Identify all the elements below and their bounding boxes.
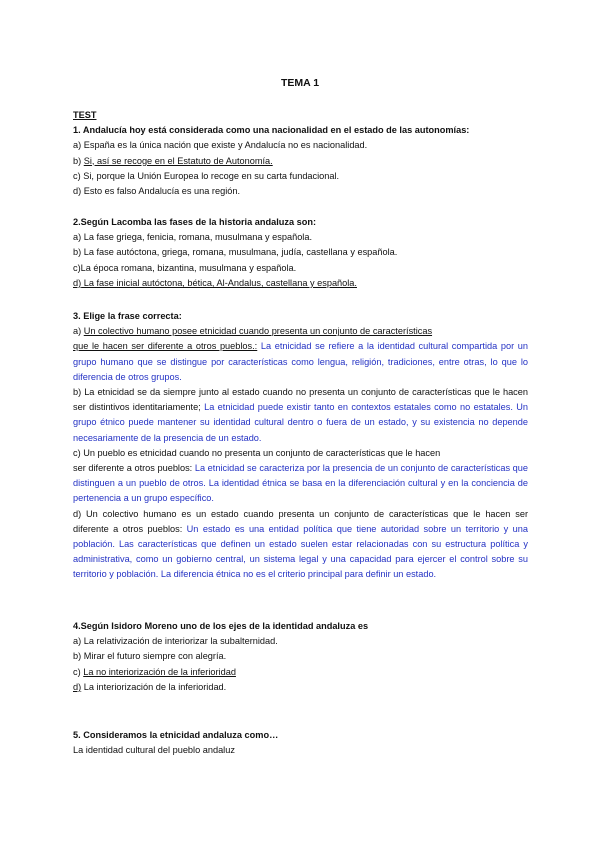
q2-option-d-answer: La fase inicial autóctona, bética, Al-Andalus, castellana y española. [81, 277, 357, 288]
q3-option-a-prefix: a) [73, 326, 84, 337]
q4-option-d [73, 680, 528, 695]
q4-option-d-text: La interiorización de la inferioridad. [81, 681, 227, 692]
q3-option-a-rest [73, 339, 528, 385]
q3-option-b-explanation: La etnicidad puede existir tanto en contextos estatales como no estatales. Un grupo étnico puede mantener su identidad cultural dentro o fuera de un estado, y su existencia no depende necesariamente de la presencia de un estado. [73, 402, 528, 443]
q1-option-d: d) Esto es falso Andalucía es una región. [73, 186, 241, 197]
q3-option-a-answer-line1: Un colectivo humano posee etnicidad cuando presenta un conjunto de características [83, 326, 433, 337]
q1-option-b-prefix: b) [73, 155, 84, 166]
question-5-ellipsis: … [269, 730, 279, 740]
q2-option-c: c)La época romana, bizantina, musulmana y española. [73, 262, 297, 273]
q1-option-b [73, 154, 528, 169]
test-heading: TEST [73, 110, 97, 120]
question-1-block [73, 108, 528, 199]
q2-option-b: b) La fase autóctona, griega, romana, musulmana, judía, castellana y española. [73, 247, 398, 258]
q5-answer: La identidad cultural del pueblo andaluz [73, 745, 235, 756]
q3-option-b-text: b) La etnicidad se da siempre junto al estado cuando no presenta un conjunto de características que le hacen ser distintivos identitariamente; [73, 387, 528, 413]
q3-option-d-text: d) Un colectivo humano es un estado cuando presenta un conjunto de características que le hacen ser diferente a otros pueblos: [73, 508, 528, 534]
q4-option-c [73, 665, 528, 680]
q3-option-c-rest [73, 461, 528, 507]
q4-option-c-answer: La no interiorización de la inferioridad [83, 666, 236, 677]
question-3: 3. Elige la frase correcta: [73, 311, 182, 321]
q3-option-c-explanation: La etnicidad se caracteriza por la presencia de un conjunto de características que distinguen a un pueblo de otros. La identidad étnica se basa en la diferenciación cultural y en la conciencia de pertenencia a un grupo específico. [73, 463, 529, 504]
q2-option-d-prefix: d) [73, 277, 82, 288]
q3-option-c-text: ser diferente a otros pueblos: [73, 463, 193, 474]
question-1: 1. Andalucía hoy está considerada como una nacionalidad en el estado de las autonomías: [73, 125, 470, 136]
question-5-text: 5. Consideramos la etnicidad andaluza como [73, 730, 270, 740]
q2-option-a: a) La fase griega, fenicia, romana, musulmana y española. [73, 232, 313, 243]
q4-option-a: a) La relativización de interiorizar la subalternidad. [73, 636, 278, 647]
q2-option-d [73, 276, 528, 291]
question-5-block [73, 728, 528, 758]
question-3-block [73, 309, 528, 583]
q3-option-a-answer-line2: que le hacen ser diferente a otros pueblos.: [73, 341, 258, 352]
q1-option-b-answer: Si, así se recoge en el Estatuto de Autonomía. [83, 155, 273, 166]
question-4: 4.Según Isidoro Moreno uno de los ejes de la identidad andaluza es [73, 621, 369, 631]
question-2-block [73, 215, 528, 291]
question-5 [73, 728, 528, 743]
q4-option-c-prefix: c) [73, 666, 84, 677]
q3-option-a-explanation: La etnicidad se refiere a la identidad cultural compartida por un grupo humano que se distingue por características como lengua, religión, tradiciones, entre otras, lo que lo diferencia de otros grupos. [73, 341, 528, 382]
q1-option-c: c) Si, porque la Unión Europea lo recoge en su carta fundacional. [73, 170, 340, 181]
q3-option-d-explanation: Un estado es una entidad política que tiene autoridad sobre un territorio y una población. Las características que definen un estado suelen estar relacionadas con su estructura política y administrativa, como un gobierno central, un sistema legal y una capacidad para ejercer el control sobre su territorio y población. La diferencia étnica no es el criterio principal para definir un estado. [73, 523, 529, 580]
question-2: 2.Según Lacomba las fases de la historia andaluza son: [73, 217, 317, 227]
q3-option-a-line1 [73, 324, 528, 339]
page-title: TEMA 1 [280, 77, 320, 89]
q3-option-b [73, 385, 528, 446]
q4-option-b: b) Mirar el futuro siempre con alegría. [73, 651, 227, 662]
q1-option-a: a) España es la única nación que existe y Andalucía no es nacionalidad. [73, 140, 368, 151]
q4-option-d-prefix: d) [73, 681, 82, 692]
q3-option-d [73, 507, 528, 583]
question-4-block [73, 619, 528, 695]
q3-option-c-line1: c) Un pueblo es etnicidad cuando no presenta un conjunto de características que le hacen [73, 447, 441, 458]
